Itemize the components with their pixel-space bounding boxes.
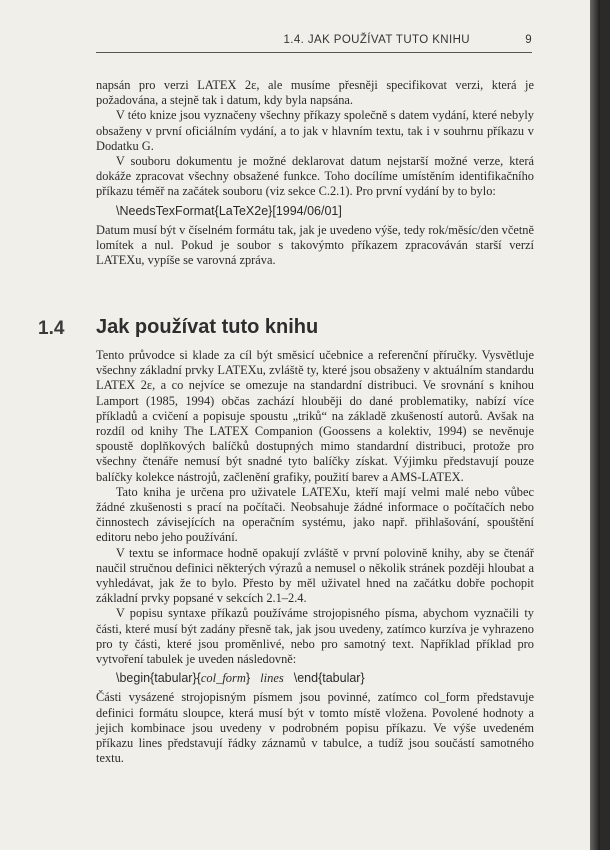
text-block-top — [96, 78, 534, 268]
paragraph: V textu se informace hodně opakují zvláště v první polovině knihy, aby se čtenář naučil stručnou definici některých výrazů a nemusel o několik stránek později hloubat a vyhledávat, jak že to bylo. Přesto by měl uživatel hned na začátku dobře pochopit základní prvky popsané v sekcích 2.1–2.4. — [96, 545, 534, 606]
code-line: \NeedsTexFormat{LaTeX2e}[1994/06/01] — [116, 203, 342, 218]
paragraph: V této knize jsou vyznačeny všechny příkazy společně s datem vydání, které nebyly obsaženy v první oficiálním vydání, a to jak v hlavním textu, tak i v souhrnu příkazu v Dodatku G. — [96, 108, 534, 153]
code-colform: col_form — [200, 671, 246, 686]
code-brace: } — [245, 671, 251, 686]
section-number: 1.4 — [38, 318, 65, 339]
paragraph: Datum musí být v číselném formátu tak, jak je uvedeno výše, tedy rok/měsíc/den včetně lomítek a nul. Pokud je soubor s takovýmto příkazem zpracováván starší verzí LATEXu, vypíše se varovná zpráva. — [96, 222, 534, 268]
code-lines: lines — [260, 671, 284, 686]
paragraph: Tento průvodce si klade za cíl být směsicí učebnice a referenční příručky. Vysvětluje všechny základní prvky LATEXu, zvláště ty, které jsou obsaženy v aktuálním standardu LATEX 2ε, a co nejvíce se omezuje na standardní distribuci. Ve srovnání s knihou Lamport (1985, 1994) občas zachází hlouběji do dané problematiky, nabízí více příkladů a cvičení a popisuje spoustu „triků“ na základě zkušeností autorů. Avšak na rozdíl od knihy The LATEX Companion (Goossens a kolektiv, 1994) se nevěnuje spoustě doplňkových balíčků dostupných mimo standardní distribuci, protože pro všechny čtenáře nemusí být snadné tyto balíčky získat. Výjimku představují pouze balíčky kolekce nástrojů, začlenění grafiky, použití barev a AMS-LATEX. — [96, 348, 534, 484]
header-rule — [96, 52, 532, 53]
page-number: 9 — [525, 34, 532, 46]
paragraph: Tato kniha je určena pro uživatele LATEXu, kteří mají velmi malé nebo vůbec žádné zkušenosti s prací na počítači. Neobsahuje žádné informace o počítačích nebo činnostech závisejících na operačním systému, jako např. přihlašování, spouštění editoru nebo jeho používání. — [96, 484, 534, 545]
page-edge — [590, 0, 600, 850]
code-line — [116, 671, 534, 686]
text-block-main — [96, 348, 534, 766]
paragraph: Části vysázené strojopisným písmem jsou povinné, zatímco col_form představuje definici formátu sloupce, která musí být v tomto místě vložena. Povolené hodnoty a jejich kombinace jsou uvedeny v podrobném popisu příkazu. Ve výše uvedeném příkazu lines představují řádky záznamů v tabulce, a tudíž jsou součástí samotného textu. — [96, 690, 534, 766]
running-header-section: 1.4. JAK POUŽÍVAT TUTO KNIHU — [283, 34, 470, 46]
code-begin: \begin{tabular}{ — [116, 671, 201, 686]
paragraph: napsán pro verzi LATEX 2ε, ale musíme přesněji specifikovat verzi, která je požadována, a stejně tak i datum, kdy byla napsána. — [96, 78, 534, 108]
code-end: \end{tabular} — [293, 671, 365, 686]
paragraph: V souboru dokumentu je možné deklarovat datum nejstarší možné verze, která dokáže zpracovat všechny obsažené funkce. Toho docílíme umístěním identifikačního příkazu téměř na začátek souboru (viz sekce C.2.1). Pro první vydání by to bylo: — [96, 154, 534, 199]
section-title: Jak používat tuto knihu — [96, 316, 319, 338]
paragraph: V popisu syntaxe příkazů používáme strojopisného písma, abychom vyznačili ty části, které musí být zadány přesně tak, jak jsou uvedeny, zatímco kurzíva je vyhrazeno pro ty části, které jsou proměnlivé, nebo pro samotný text. Například příklad pro vytvoření tabulek je uveden následovně: — [96, 606, 534, 667]
